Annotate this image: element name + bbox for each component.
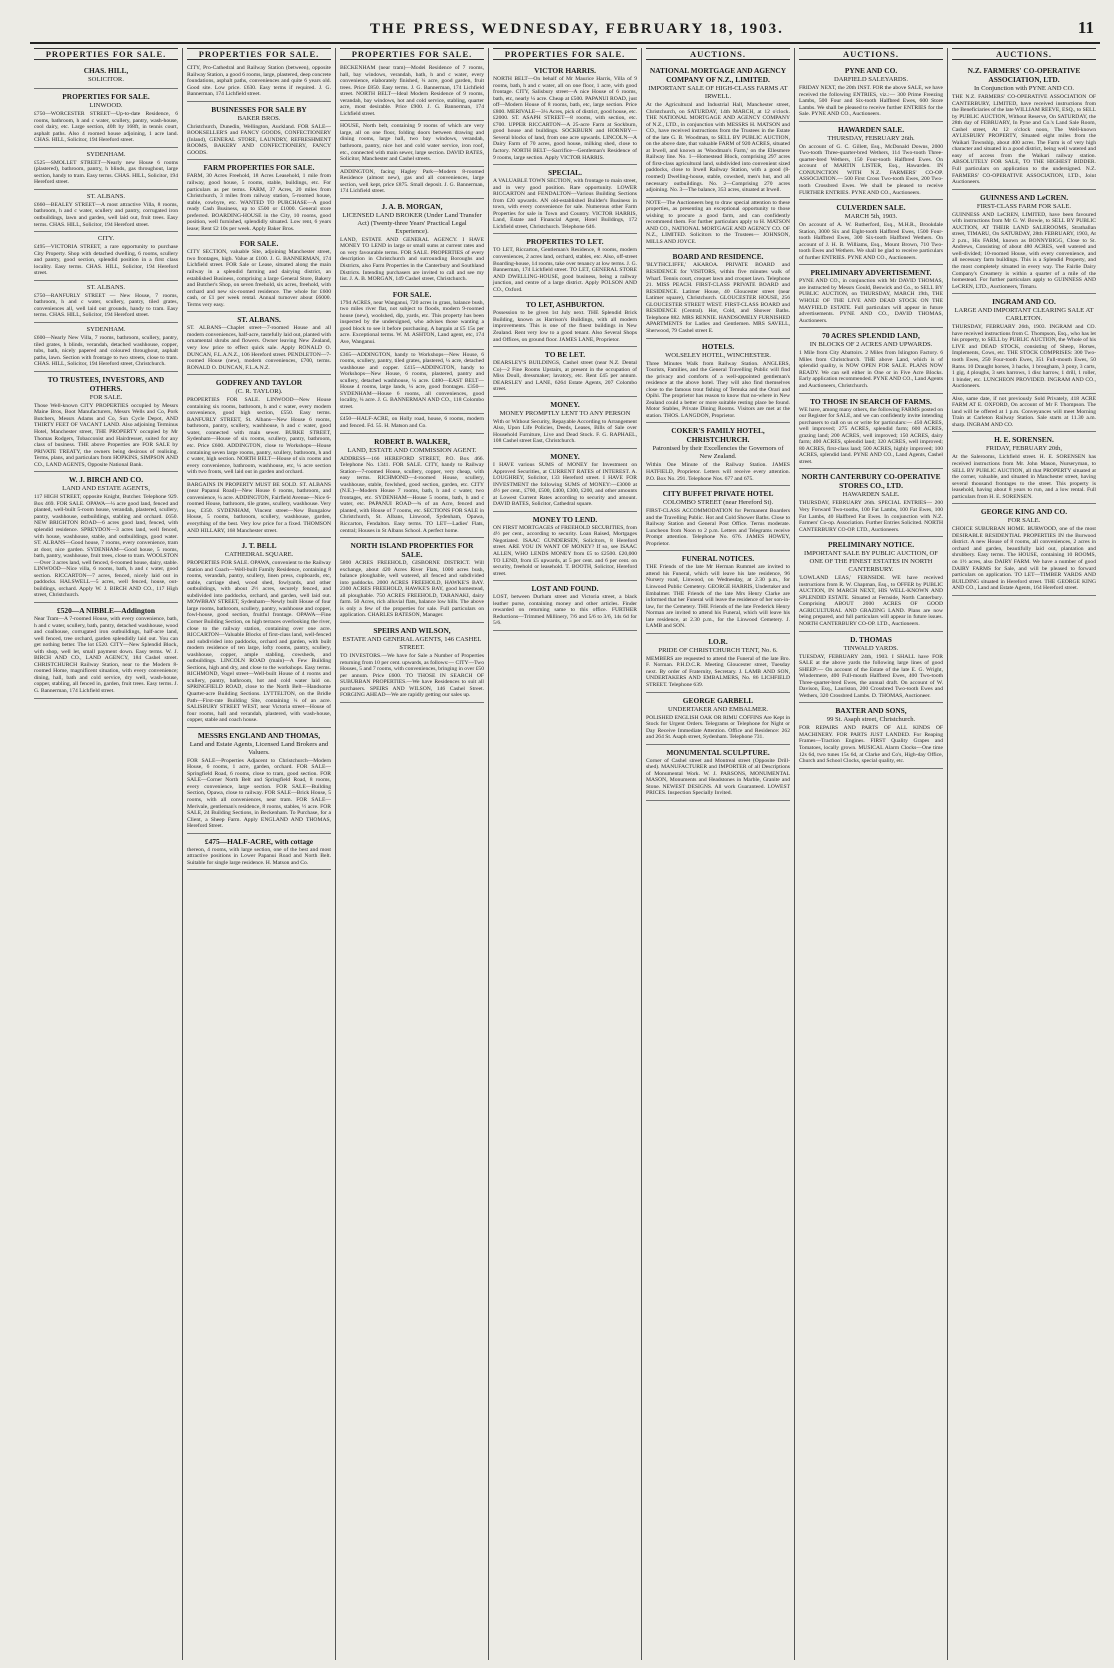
ad-subtitle: WOLSELEY HOTEL, WINCHESTER. (665, 351, 771, 359)
ad-body: NOTE—The Auctioneers beg to draw special attention to these properties, as presenting an exceptional opportunity to those wishing to procure a good farm, and can confidently recommend them. For further particulars apply to H. MATSON AND CO., NATIONAL MORTGAGE AND AGENCY CO. OF N.Z., LIMITED. Solicitors to the Trustees— JOHNSON, MILLS AND JOYCE. (646, 199, 790, 245)
advertisement (493, 397, 637, 449)
column-2 (183, 48, 336, 1660)
advertisement (493, 449, 637, 512)
ad-title: FOR SALE. (392, 289, 432, 299)
advertisement (187, 63, 331, 102)
ad-subtitle: SOLICITOR. (88, 76, 124, 83)
ad-body: LAND, ESTATE AND GENERAL AGENCY. I HAVE MONEY TO LEND in large or small sums at current rates and on very favourable terms. FOR SALE. PROPERTIES of every description in Christchurch and surrounding Boroughs and Districts, also Farm Properties in the Canterbury and Southland Districts. Intending purchasers are invited to call and see my list. J. A. B. MORGAN, 149 Cashel street, Christchurch. (340, 236, 484, 283)
ad-title: ST. ALBANS. (237, 315, 281, 325)
ad-body: Near Tram—A 7-roomed House, with every convenience, bath, h and c water, scullery, bath, pantry, detached washhouse, wood and coalhouse, corrugated iron outbuildings, half-acre land, well fenced, tree orchard, garden splendidly laid out. You can get nothing better. The lot £520. CITY—New Splendid Block, with shop, well let, small payment down. Easy terms. W. J. BIRCH AND CO., LAND AGENCY, 184 Cashel street. CHRISTCHURCH Railway Station, near to the Modern 8-roomed Home, magnificent situation, with every convenience; dining, hall, bath and cold service, dry well, wash-house, copper, stabling, all fenced in, garden, fruit trees. Easy terms. J. G. Bannerman, 174 Lichfield street. (34, 615, 178, 694)
ad-body: A VALUABLE TOWN SECTION, with frontage to main street, and in very good position. Rare opportunity. LOWER RICCARTON and FENDALTON—Various Building Sections from £20 upwards. AN old-established Builder's Business in town, with every convenience for sale. Numerous other Farm Properties for sale in Town and Country. VICTOR HARRIS, Land, Estate and Financial Agent, Hotel Buildings, 172 Lichfield street, Christchurch. Telephone 646. (493, 178, 637, 230)
advertisement (646, 693, 790, 745)
ad-body: At the Agricultural and Industrial Hall, Manchester street, Christchurch, on SATURDAY, 14th MARCH, at 12 o'clock. THE NATIONAL MORTGAGE AND AGENCY COMPANY of N.Z., LTD., in conjunction with MESSRS H. MATSON and CO., have received instructions from the Trustees in the Estate of the late G. B. Woodman, to SELL BY PUBLIC AUCTION, on the above date, that valuable FARM of 920 ACRES, situated at Irwell, and known as 'Woodman's Farm,' on the Ellesmere Railway line. No. 1—Homestead Block, comprising 297 acres of first-class agricultural land, subdivided into convenient sized paddocks, close to Irwell Railway Station, with a good (8-roomed) Dwelling-house, stable, cowshed, men's hut, and all necessary outbuildings. No. 2—Comprising 270 acres adjoining. No. 3—The balance, 353 acres, situated at Irwell. (646, 102, 790, 194)
ad-body: 5800 ACRES FREEHOLD, GISBORNE DISTRICT. Will exchange, about 420 Acres River Flats, 1000 acres bush, balance ploughable, well watered, all fenced and subdivided into paddocks. 2000 ACRES FREEHOLD, HAWKE'S BAY. 2300 ACRES FREEHOLD, HAWKE'S BAY, good homestead, all ploughable. 750 ACRES FREEHOLD, TARANAKI, dairy farm. 50 Acres, rich alluvial flats, balance low hills. The above is only a few of the properties for sale. Full particulars on application. CHARLES BATESON, Manager. (340, 560, 484, 619)
ad-body: ADDINGTON, facing Hagley Park—Modern 8-roomed Residence (almost new), gas and all conveniences, large section, well kept, price £875. Small deposit. J. G. Bannerman, 174 Lichfield street. (340, 168, 484, 195)
column-heading: AUCTIONS. (952, 48, 1096, 60)
ad-body: £525—SMOLLET STREET—Nearly new House 6 rooms (plastered), bathroom, pantry, h blinds, gas throughout, large section, handy to tram. Easy terms. CHAS. HILL, Solicitor, 194 Hereford street. (34, 159, 178, 186)
ad-title: NORTH ISLAND PROPERTIES FOR SALE. (350, 541, 474, 560)
advertisement (187, 375, 331, 480)
ad-subtitle: CATHEDRAL SQUARE. (224, 551, 294, 559)
advertisement (493, 63, 637, 165)
column-4 (489, 48, 642, 1660)
ad-subtitle: UNDERTAKER AND EMBALMER. (668, 705, 768, 713)
column-heading: AUCTIONS. (646, 48, 790, 60)
ad-title: CHAS. HILL, (83, 66, 129, 75)
advertisement (493, 165, 637, 234)
ad-body: On account of A. W. Rutherford, Esq., M.H.R., Brookdale Station, 3000 Six and Eight-tooth Halfbred Ewes, 1500 Four-tooth Halfbred Ewes, 300 Six-tooth Halfbred Wethers. On account of J. H. B. Williams, Esq., Mount Brown, 710 Two-tooth Ewes and Wethers. We shall be glad to receive particulars of further ENTRIES. PYNE AND CO., Auctioneers. (799, 222, 943, 261)
advertisement (952, 432, 1096, 504)
ad-body: 'BLYTHCLIFFE,' AKAROA. PRIVATE BOARD and RESIDENCE for VISITORS, within five minutes walk of Wharf. Tennis court, croquet lawn and croquet lawn. Telephone 21. MISS PEACH. FIRST-CLASS PRIVATE BOARD and RESIDENCE. Latimer House, 40 Gloucester street (near Latimer square), Christchurch. GLOUCESTER HOUSE, 256 GLOUCESTER STREET WEST. FIRST-CLASS BOARD and RESIDENCE (Central). Hot, Cold, and Shower Baths. Telephone 882. MRS RENNIE. HANDSOMELY FURNISHED APARTMENTS for Ladies and Gentlemen. MRS SAVELL, Sherwood, 79 Cashel street E. (646, 262, 790, 334)
ad-body: £450—HALF-ACRE, on Holly road, house, 6 rooms, modern and fenced. Fd. 55. H. Matson and Co. (340, 416, 484, 429)
ad-title: BUSINESSES FOR SALE BY (211, 104, 307, 114)
advertisement (340, 199, 484, 287)
ad-body: THURSDAY, FEBRUARY 26th, 1903. INGRAM and CO. have received instructions from C. Thompson, Esq., who has let his property, to SELL by PUBLIC AUCTION, the Whole of his LIVE and DEAD STOCK, consisting of Sheep, Horses, Implements, Cows, etc. THE STOCK COMPRISES: 300 Two-tooth Ewes, 250 Four-tooth Ewes, 351 Full-mouth Ewes, 50 Rams. 10 Draught horses, 3 hacks, 1 brougham, 3 pony, 3 carts, 1 gig, 4 ploughs, 3 sets harrows, 1 disc harrow, 1 drill, 1 roller, 1 binder, etc. LUNCHEON PROVIDED. INGRAM AND CO., Auctioneers. (952, 324, 1096, 390)
advertisement (952, 190, 1096, 295)
advertisement (34, 281, 178, 323)
newspaper-title: THE PRESS, WEDNESDAY, FEBRUARY 18, 1903. (370, 21, 784, 37)
advertisement (34, 603, 178, 699)
advertisement (340, 121, 484, 166)
ad-body: Three Minutes Walk from Railway Station. ANGLERS, Tourists, Families, and the General Travelling Public will find the privacy and comforts of a well-appointed gentleman's residence at the above hotel. They will also find themselves close to the famous trout fishing of Temuka and the Orari and Opihi. The proprietor has reason to know that no-where in New Zealand could a better or more suitable resting place be found. Motor Stables, Private Dining Rooms. Visitors are met at the station. THOS. LANGDON, Proprietor. (646, 360, 790, 419)
ad-subtitle: IMPORTANT SALE BY PUBLIC AUCTION, OF ONE OF THE FINEST ESTATES IN NORTH CANTERBURY. (804, 550, 938, 574)
column-3 (336, 48, 489, 1660)
ad-body: £660—BEALEY STREET—A most attractive Villa, 8 rooms, bathroom, h and c water, scullery and pantry, corrugated iron outbuildings, lawn and garden, well laid out, fruit trees. Easy terms. CHAS. HILL, Solicitor, 194 Hereford street. (34, 201, 178, 228)
ad-title: MONEY TO LEND. (532, 514, 598, 524)
ad-body: CITY SECTION, valuable Site, adjoining Manchester street, two frontages, high. Value at £100. J. G. BANNERMAN, 174 Lichfield street. FOR Sale or Lease, situated along the main railway in a splendid farming and dairying district, an established Business, comprising a large General Store, Bakery and Butcher's Shop, on seven freehold, six acres, freehold, with orchard and new six-roomed residence. The whole for £600 cash, or £1 per week rental. Annual turnover about £6000. Terms very easy. (187, 249, 331, 308)
column-1 (30, 48, 183, 1660)
ad-body: ON FIRST MORTGAGES of FREEHOLD SECURITIES, from 4½ per cent., according to security. Loan Raised, Mortgages Negotiated. ISAAC GUNDERSEN, Solicitors, 8 Hereford street. ARE YOU IN WANT OF MONEY? If so, see ISAAC ALLEN, WHO LENDS MONEY from £5 to £2500. £20,000 TO LEND, from £5 upwards, at 5 per cent. and 6 per cent. on security, freehold or leasehold. T. BOOTH, Solicitor, Hereford street. (493, 524, 637, 577)
ad-title: GEORGE GARBELL (682, 695, 754, 705)
advertisement (952, 504, 1096, 595)
advertisement (952, 63, 1096, 190)
ad-subtitle: (C. R. TAYLOR). (235, 388, 283, 396)
ad-body: WE have, among many others, the following FARMS posted on our Register for SALE, and we can confidently invite intending purchasers to call on us or write for particulars:— 450 ACRES, well improved; 275 ACRES, splendid farm; 600 ACRES, grazing land; 200 ACRES, well improved; 150 ACRES, dairy farm; 400 ACRES, splendid land; 320 ACRES, well improved; 80 ACRES, first-class land; 500 ACRES, highly improved; 100 ACRES, splendid land. PYNE AND CO., Land Agents, Cashel street. (799, 406, 943, 465)
ad-subtitle: TINWALD YARDS. (843, 644, 899, 652)
advertisement (340, 287, 484, 350)
ad-title: INGRAM AND CO. (992, 297, 1056, 307)
ad-body: ADDRESS—166 HEREFORD STREET, P.O. Box 466. Telephone No. 1341. FOR SALE. CITY, handy to Railway Station—7-roomed House, scullery, copper, very cheap, with easy terms. RICHMOND—4-roomed House, scullery, washhouse, stable, fowlshed, good section, garden, etc. CITY (N.E.)—Modern House 7 rooms, bath, h and c water, two frontages, etc. SYDENHAM—House 5 rooms, bath, h and c water, etc. PAPANUI ROAD—¾ of an Acre, fenced and planted, with House of 7 rooms, etc. SECTIONS FOR SALE in Christchurch, St. Albans, Linwood, Sydenham, Opawa, Riccarton, Fendalton. Easy terms. TO LET—Ladies' Flats, central; Houses in St Albans School. A perfect home. (340, 455, 484, 534)
ad-body: CITY, Pro-Cathedral and Railway Station (between), opposite Railway Station, a good 6 rooms, large, plastered, deep concrete foundations, asphalt paths, conveniences and quite 6 years old. Good site. Low price. £630. Easy terms if required. J. G. Bannerman, 174 Lichfield street. (187, 65, 331, 98)
ad-body: TUESDAY, FEBRUARY 24th, 1903. I SHALL have FOR SALE at the above yards the following large lines of good SHEEP:— On account of the Estate of the late E. G. Wright, Windermere, 400 Full-mouth Halfbred Ewes, 400 Two-tooth Three-quarter-bred Ewes, the annual draft. On account of W. Davison, Esq., Lauriston, 200 Crossbred Two-tooth Ewes and Wethers, 320 Crossbred Lambs. D. THOMAS, Auctioneer. (799, 653, 943, 699)
ad-title: ROBERT B. WALKER, (374, 436, 450, 446)
ad-body: £750—WORCESTER STREET—Up-to-date Residence, 6 rooms, bathroom, h and c water, scullery, pantry, wash-house, cool dairy, etc. Large section, 40ft by 168ft, in tennis court, asphalt paths. Also 4 roomed house adjoining, 1 acre land. CHAS. HILL, Solicitor, 194 Hereford street. (34, 111, 178, 144)
ad-subtitle: HAWARDEN SALE. (842, 491, 900, 499)
ad-title: MONEY. (550, 451, 580, 461)
ad-subtitle: BAKER BROS. (237, 114, 281, 122)
advertisement (340, 434, 484, 539)
ad-body: THE N.Z. FARMERS' CO-OPERATIVE ASSOCIATION OF CANTERBURY, LIMITED, have received instructions from the Beneficiaries of the late WILLIAM REEVE, ESQ., to SELL by PUBLIC AUCTION, Without Reserve, On SATURDAY, the 28th day of FEBRUARY, In Pyne and Co.'s Land Sale Room, Cashel street, At 12 o'clock noon, The Well-known AYLESBURY PROPERTY, Situated eight miles from the Waikari Township, about 400 acres. The Farm is of very high character and situated in a good district, being well watered and easy of access from the Waikari railway station. ABSOLUTELY FOR SALE, TO THE HIGHEST BIDDER. Full particulars on application to the undersigned. N.Z. FARMERS' CO-OPERATIVE ASSOCIATION, LTD., Joint Auctioneers. (952, 94, 1096, 186)
ad-subtitle: ESTATE AND GENERAL AGENTS, 146 CASHEL STREET. (342, 636, 482, 651)
page-number: 11 (1077, 18, 1094, 37)
ad-title: FOR SALE. (239, 239, 279, 249)
ad-title: £520—A NIBBLE—Addington (57, 605, 155, 615)
advertisement (493, 512, 637, 581)
ad-title: TO TRUSTEES, INVESTORS, AND OTHERS. (47, 374, 165, 393)
column-heading: PROPERTIES FOR SALE. (187, 48, 331, 60)
ad-title: N.Z. FARMERS' CO-OPERATIVE ASSOCIATION, LTD. (967, 66, 1081, 84)
ad-body: 1794 ACRES, near Wanganui, 720 acres in grass, balance bush, two miles river flat, not subject to floods, modern 9-roomed house (new), woolshed, dip, yards, etc. This property has been inspected by the undersigned, who advises those wanting a good block to see it before purchasing. A bargain at £5 15s per acre. Exceptional terms. W. M. ASHTON, Land agent, etc, 174 Ave, Wanganui. (340, 299, 484, 345)
ad-body: thereon, 4 rooms, with large section, one of the best and most attractive positions in Lower Papanui Road and North Belt. Suitable for single large residence. H. Matson and Co. (187, 846, 331, 866)
ad-title: MONUMENTAL SCULPTURE. (666, 747, 770, 757)
advertisement (646, 63, 790, 198)
advertisement (34, 232, 178, 281)
advertisement (340, 63, 484, 121)
advertisement (952, 294, 1096, 393)
ad-subtitle: DARFIELD SALEYARDS. (833, 76, 908, 83)
advertisement (799, 328, 943, 393)
ad-title: HAWARDEN SALE. (837, 124, 905, 134)
ad-body: Within One Minute of the Railway Station. JAMES HATFIELD, Proprietor. Letters will receive every attention. P.O. Box No. 291. Telephone Nos. 677 and 675. (646, 462, 790, 482)
ad-body: With or Without Security, Repayable According to Arrangement Also, Upon Life Policies, Deeds, Leases, Bills of Sale over Household Furniture, Live and Dead Stock. F. G. RAPHAEL, 108 Cashel street East, Christchurch. (493, 418, 637, 445)
columns-container (30, 48, 1100, 1660)
ad-body: GUINNESS AND LeCREN, LIMITED, have been favoured with instructions from Mr G. W. Bowie, to SELL BY PUBLIC AUCTION, AT THEIR LAND SALEROOMS, Strathallan street, TIMARU, On SATURDAY, 28th FEBRUARY, 1903, At 2 p.m., His FARM, known as BONNYBIGG, Close to St. Andrews, Consisting of about 480 ACRES, well watered and well-divided; 10-roomed House, with every convenience, and all necessary farm buildings. This is a Splendid Property, and the most completely situated in every way. The Fairlie Dairy Company's Creamery is within a quarter of a mile of the homestead. For further particulars apply to GUINNESS AND LeCREN, LTD., Auctioneers, Timaru. (952, 211, 1096, 290)
advertisement (799, 122, 943, 200)
ad-title: PROPERTIES FOR SALE. (62, 92, 150, 101)
advertisement (646, 198, 790, 250)
ad-title: MESSRS ENGLAND AND THOMAS, (197, 730, 321, 740)
ad-title: GEORGE KING AND CO. (980, 507, 1068, 517)
advertisement (34, 472, 178, 603)
ad-subtitle: MONEY PROMPTLY LENT TO ANY PERSON (499, 409, 631, 417)
ad-title: PROPERTIES TO LET. (526, 237, 604, 247)
ad-body: At the Salerooms, Lichfield street. H. E. SORENSEN has received instructions from Mr. John Mason, Nurseryman, to SELL BY PUBLIC AUCTION, all that PROPERTY situated at the corner, valuable, and situated in Manchester street, having several thousand frontages to the street. This property is leasehold, having about 8 years to run, and a low rental. Full particulars from H. E. SORENSEN. (952, 454, 1096, 500)
advertisement (187, 538, 331, 728)
ad-subtitle: SYDENHAM. (86, 326, 126, 334)
ad-body: 'LOWLAND LEAS,' FERNSIDE. WE have received instructions from R. W. Chapman, Esq., to OFFER by PUBLIC AUCTION, IN MARCH NEXT, HIS WELL-KNOWN AND SPLENDID ESTATE. Situated at Fernside, North Canterbury. Comprising ABOUT 2000 ACRES OF GOOD AGRICULTURAL AND GRAZING LAND. Plans are now being prepared, and full particulars will appear in future issues. NORTH CANTERBURY CO-OP. LTD., Auctioneers. (799, 575, 943, 627)
ad-body: LOST, between Durham street and Victoria street, a black leather purse, containing money and other articles. Finder rewarded on returning same to this office. FURTHER Reductions—Trimmed Millinery, 7/6 and 5/6 to 3/6, 14s 6d for 5/6. (493, 594, 637, 627)
column-6 (795, 48, 948, 1660)
ad-title: LOST AND FOUND. (531, 584, 599, 594)
column-heading: PROPERTIES FOR SALE. (493, 48, 637, 60)
advertisement (646, 551, 790, 633)
ad-title: PRELIMINARY ADVERTISEMENT. (810, 268, 932, 278)
advertisement (187, 480, 331, 538)
advertisement (187, 312, 331, 375)
ad-body: £365—ADDINGTON, handy to Workshops—New House, 6 rooms, scullery, pantry, tiled grates, plastered, ¼ acre, detached washhouse and copper. £415—ADDINGTON, handy to Workshops—New House, 6 rooms, plastered, pantry and scullery, detached washhouse, ¼ acre. £480—EAST BELT—House 4 rooms, large lands, ¼ acre, good frontages. £350—SYDENHAM—House 6 rooms, all conveniences, good locality, ¼ acre. J. G. BANNERMAN AND CO., 118 Colombo street. (340, 351, 484, 410)
ad-body: TO LET, Riccarton, Gentleman's Residence, 8 rooms, modern conveniences, 2 acres land, orchard, stables, etc. Also, off-street Boarding-house, 14 rooms, take over tenancy at low terms. J. G. Bannerman, 174 Lichfield street. TO LET, GENERAL STORE AND DWELLING-HOUSE, good business, being a railway junction, and centre of a large district. Apply POLSON AND CO., Oxford. (493, 247, 638, 293)
ad-body: £750—RANFURLY STREET — New House, 7 rooms, bathroom, h and c water, scullery, pantry, tiled grates, conveniences all, well laid out grounds, handy to tram. Easy terms. CHAS. HILL, Solicitor, 194 Hereford street. (34, 292, 178, 319)
advertisement (340, 167, 484, 199)
ad-subtitle: LINWOOD. (89, 102, 123, 109)
advertisement (646, 634, 790, 693)
ad-title: CULVERDEN SALE. (836, 203, 906, 213)
advertisement (34, 63, 178, 89)
ad-subtitle: MARCH 5th, 1903. (844, 213, 898, 221)
ad-subtitle: IN BLOCKS OF 2 ACRES AND UPWARDS. (809, 341, 933, 349)
ad-title: SPEIRS AND WILSON, (373, 626, 451, 635)
ad-body: FOR REPAIRS AND PARTS OF ALL KINDS OF MACHINERY. FOR PARTS JUST LANDED. For Reaping Frames—Traction Engines. FIRST Quality Grapes and Tomatoes, locally grown. MUSICAL Alarm Clocks—One time 12s 6d, two tunes 15s 6d, at Clarke and Co's, High-day Office, Church and School Clocks, special quality, etc. (799, 725, 943, 765)
ad-body: 1 Mile from City Abattoirs. 2 Miles from Islington Factory. 6 Miles from Christchurch. THE above Land, which is of splendid quality, is NOW OPEN FOR SALE. PLANS NOW READY. We can sell either in One or in Five Acre Blocks. Early application recommended. PYNE AND CO., Land Agents and Auctioneers, Christchurch. (799, 350, 943, 389)
advertisement (34, 323, 178, 372)
ad-title: BAXTER AND SONS, (835, 706, 907, 716)
ad-body: BECKENHAM (near tram)—Model Residence of 7 rooms, hall, bay windows, verandah, bath, h and c water, every convenience, elaborately finished, ¼ acre, good garden, fruit trees. Price £850. Easy terms. J. G. Bannerman, 174 Lichfield street. NORTH BELT—Ideal Modern Residence of 9 rooms, verandah, bay windows, hot and cold service, stabling, quarter acre, most desirable. Price £900. J. G. Bannerman, 174 Lichfield street. (340, 65, 484, 117)
ad-body: TO INVESTORS.—We have for Sale a Number of Properties returning from 10 per cent. upwards, as follows:— CITY—Two Houses, 5 and 7 rooms, with conveniences, bringing in over £50 per annum. Price £600. TO THOSE IN SEARCH OF SUBURBAN PROPERTIES.—We have Residences to suit all purchasers. SPEIRS AND WILSON, 146 Cashel Street. FORGING AHEAD—We are rapidly getting our sales up. (340, 653, 485, 699)
ad-title: SPECIAL. (548, 168, 582, 178)
ad-subtitle: LICENSED LAND BROKER (Under Land Transfer Act) (Twenty-three Years' Practical Legal Experience). (342, 211, 482, 235)
ad-subtitle: Patronised by their Excellencies the Governors of New Zealand. (652, 445, 784, 461)
advertisement (799, 265, 943, 328)
advertisement (187, 728, 331, 834)
advertisement (340, 350, 484, 415)
ad-subtitle: LAND AND ESTATE AGENTS, (62, 485, 150, 493)
advertisement (799, 394, 943, 470)
ad-body: PROPERTIES FOR SALE. OPAWA, convenient to the Railway Station and Coach—Well-built Family Residence, containing 8 rooms, verandah, pantry, scullery, linen press, cupboards, etc, stable, carriage shed, wood shed, fowlyards, and other outbuildings, with about 2½ acres, securely fenced, and subdivided into paddocks, orchard, and garden, well laid out. MOWBRAY STREET, Sydenham—Newly built House of four large rooms, bathroom, scullery, pantry, washhouse and copper, fowl-house, good section, fruitful frontage. OPAWA—Fine Corner Building Section, on high terraces overlooking the river, close to the railway station, containing over one acre. RICCARTON—Valuable Blocks of first-class land, well-fenced and subdivided into paddocks, orchard and garden, with built modern residence of ten large, lofty rooms, pantry, scullery, washhouse, copper, ample stabling, cowsheds, and outbuildings. LINCOLN ROAD (main)—A Few Building Sections, high and dry, and close to the workshops. Easy terms. RICHMOND, Vogel street—Well-built House of 4 rooms and scullery, pantry, bathroom, hot and cold water laid on. SPRINGFIELD ROAD, close to the North Belt—Handsome Quarter-acre Building Sections. LYTTELTON, on the Bridle Path—First-rate Building Site, containing ¼ of an acre. SALISBURY STREET WEST, near Victoria street—House of four rooms, hall and verandah, plastered, with wash-house, copper, stable and coach house. (187, 560, 331, 724)
ad-body: Corner of Cashel street and Montreal street (Opposite Drill-shed). MANUFACTURER and IMPORTER of all Descriptions of Monumental Work. W. J. PARSONS, MONUMENTAL MASON, Monuments and Headstones in Marble, Granite and Stone. NEWEST DESIGNS. All work Guaranteed. LOWEST PRICES. Inspection Specially Invited. (646, 757, 790, 797)
ad-subtitle: PRIDE OF CHRISTCHURCH TENT, No. 6. (658, 646, 778, 654)
ad-body: FOR SALE—Properties Adjacent to Christchurch—Modern House, 6 rooms, 1 acre, garden, orchard. FOR SALE—Springfield Road, 6 rooms, close to tram, good section. FOR SALE—Corner North Belt and Springfield Road, 8 rooms, every convenience, large section. FOR SALE—Building Section, Opawa, close to railway. FOR SALE—Brick House, 5 rooms, with all conveniences, near tram. FOR SALE—Merivale, gentleman's residence, 8 rooms, stables, ½ acre. FOR SALE, 24 Building Sections, in Beckenham. To Purchase, for a Client, a Sheep Farm. Apply ENGLAND AND THOMAS, Hereford Street. (187, 757, 331, 830)
advertisement (799, 632, 943, 704)
ad-subtitle: LAND, ESTATE AND COMMISSION AGENT. (347, 446, 477, 454)
ad-title: COKER'S FAMILY HOTEL, CHRISTCHURCH. (671, 426, 765, 445)
advertisement (493, 347, 637, 397)
column-heading: PROPERTIES FOR SALE. (34, 48, 178, 60)
ad-body: Christchurch, Dunedin, Wellington, Auckland. FOR SALE— BOOKSELLER'S and FANCY GOODS, CONFECTIONERY (Inland), GENERAL STORE, LAUNDRY, REFRESHMENT ROOMS, BAKERY AND CONFECTIONERY, FANCY GOODS. (187, 123, 331, 156)
advertisement (799, 469, 943, 537)
ad-title: HOTELS. (701, 341, 735, 351)
ad-subtitle: FRIDAY, FEBRUARY 20th, (986, 445, 1062, 453)
ad-subtitle: ST. ALBANS. (86, 192, 126, 200)
ad-title: J. A. B. MORGAN, (381, 201, 443, 211)
column-heading: AUCTIONS. (799, 48, 943, 60)
ad-body: £495—VICTORIA STREET, a rare opportunity to purchase City Property. Shop with detached dwelling, 6 rooms, scullery and pantry, good section, splendid position in a first class locality. Easy terms. CHAS. HILL, Solicitor, 194 Hereford street. (34, 244, 178, 277)
ad-subtitle: COLOMBO STREET (near Hereford St). (662, 499, 774, 507)
advertisement (646, 745, 790, 801)
ad-body: FIRST-CLASS ACCOMMODATION for Permanent Boarders and the Travelling Public. Hot and Cold Shower Baths. Close to Railway Station and General Post Office. Terms moderate. Luncheon from Noon to 2 p.m. Letters and Telegrams receive Prompt attention. Telephone No. 676. JAMES HOWEY, Proprietor. (646, 508, 790, 547)
advertisement (340, 538, 484, 623)
ad-body: PROPERTIES FOR SALE. LINWOOD—New House containing six rooms, bathroom, h and c water, every modern convenience, good high section, £550. Easy terms. RANFURLY STREET, St. Albans—New House 6 rooms, bathroom, pantry, scullery, washhouse, h and c water, good water, connected with main sewer. BURKE STREET, Sydenham—House of six rooms, scullery, pantry, bathroom, etc. Price £600. ADDINGTON, close to Workshops—House containing seven large rooms, pantry, scullery, bathroom, h and c water, high section. NORTH BELT—House of six rooms and every convenience, bathroom, washhouse, etc, ¼ acre section with two fronts, well laid out in garden and orchard. (187, 397, 331, 476)
ad-body: Also, same date, if not previously Sold Privately, 418 ACRE FARM AT E. OXFORD, On account of Mr F. Thompson. The land will be offered at 1 p.m. Conveyances will meet Morning Train at Carleton Railway Station. Sale starts at 11.30 a.m. sharp. INGRAM AND CO. (952, 395, 1096, 428)
ad-subtitle: 99 St. Asaph street, Christchurch. (826, 716, 916, 724)
advertisement (799, 537, 943, 631)
ad-body: THE Friends of the late Mr Herman Rummel are invited to attend his Funeral, which will leave his late residence, 96 Nursery road, Linwood, on Wednesday, at 2.30 p.m., for Linwood Public Cemetery. GEORGE HARRIS, Undertaker and Embalmer. THE Friends of the late Mrs Henry Clarke are informed that her Funeral will leave the residence of her son-in-law, for the Cemetery. THE Friends of the late Frederick Henry Norman are invited to attend his Funeral, which will leave his late residence, at 2.30 p.m., for the Linwood Cemetery. J. LAMB and SON. (646, 564, 790, 630)
ad-body: HOUSE, North belt, containing 9 rooms of which are very large, all on one floor, folding doors between drawing and dining rooms, large hall, two bay windows, verandah, bathroom, pantry, nice hot and cold water service, iron roof, etc., connected with main sewer, large section. DAVID BATES, Solicitor, Manchester and Cashel streets. (340, 123, 484, 163)
ad-title: GODFREY AND TAYLOR (215, 378, 303, 388)
ad-title: 70 ACRES SPLENDID LAND, (822, 331, 920, 341)
ad-title: GUINNESS AND LeCREN. (979, 192, 1069, 202)
ad-title: H. E. SORENSEN. (994, 435, 1054, 445)
advertisement (799, 63, 943, 122)
ad-title: CITY BUFFET PRIVATE HOTEL (662, 489, 774, 499)
advertisement (646, 486, 790, 551)
ad-body: Those Well-known CITY PROPERTIES occupied by Messrs Maine Bros, Boot Manufacturers, Messrs Wells and Co, Pork Butchers, Messrs Adams and Co, Sun Cycle Depot, AND THIRTY FEET OF VACANT LAND. Also adjoining Terminus Hotel, Manchester street, THE PROPERTY occupied by Mr Thomas Rodgers, Tobacconist and Hairdresser, suited for any class of business. THE above Properties are FOR SALE by PRIVATE TREATY, the owners being desirous of realising. Terms, plans, and particulars from HOPKINS, SIMPSON AND CO., LAND AGENTS, Opposite National Bank. (34, 402, 178, 468)
advertisement (340, 414, 484, 433)
ad-subtitle: SYDENHAM. (86, 150, 126, 158)
ad-body: 117 HIGH STREET, opposite Knight, Butcher. Telephone 929. Box 469. FOR SALE. OPAWA—¼ acre good land, fenced and planted, well-built 5-room house, verandah, plastered, scullery, pantry, washhouse, outbuildings, stabling and orchard. £650. NEW BRIGHTON ROAD—6 acres good land, fenced, with splendid residence. SPREYDON—3 acres land, well fenced, with house, washhouse, stable, and outbuildings, good water. ST. ALBANS—Good house, 7 rooms, every convenience, tram at door, nice garden. SYDENHAM—Good house, 5 rooms, bath, pantry, washhouse, fruit trees, close to tram. WOOLSTON—Over 3 acres land, well fenced, 6-roomed house, dairy, stable. LINWOOD—Nice villa, 6 rooms, bath, h and c water, good section. RICCARTON—7 acres, fenced, nicely laid out in paddocks. HALSWELL—5 acres, well fenced, house, out-buildings, orchard. Apply W. J. BIRCH AND CO., 117 High street, Christchurch. (34, 494, 178, 599)
ad-title: £475—HALF-ACRE, with cottage (204, 836, 314, 846)
column-5 (642, 48, 795, 1660)
ad-title: I.O.R. (708, 636, 728, 646)
ad-subtitle: THURSDAY, FEBRUARY 26th. (827, 134, 915, 142)
ad-title: J. T. BELL (241, 541, 277, 551)
ad-subtitle: In Conjunction with PYNE AND CO. (973, 85, 1074, 92)
ad-title: W. J. BIRCH AND CO. (68, 475, 144, 485)
ad-title: PRELIMINARY NOTICE. (827, 540, 915, 550)
ad-title: BOARD AND RESIDENCE. (672, 252, 764, 262)
ad-subtitle: IMPORTANT SALE OF HIGH-CLASS FARMS AT IRWELL. (648, 85, 788, 100)
advertisement (646, 423, 790, 486)
ad-body: MEMBERS are requested to attend the Funeral of the late Bro. F. Norman. P.H.D.C.R. Meeting Gloucester street, Tuesday next. By order of Fraternity, Secretary. J. LAMB AND SON, UNDERTAKERS AND EMBALMERS, No. 86 LICHFIELD STREET. Telephone 639. (646, 655, 790, 688)
ad-subtitle: CITY. (97, 235, 115, 243)
ad-subtitle: Land and Estate Agents, Licensed Land Brokers and Valuers. (189, 740, 329, 756)
ad-body: PYNE AND CO., in conjunction with Mr DAVID THOMAS, are instructed by Messrs Gould, Beswick and Co., to SELL BY PUBLIC AUCTION, on THURSDAY, MARCH 19th, THE WHOLE OF THE LIVE AND DEAD STOCK ON THE MAYFIELD ESTATE. Full particulars will appear in future advertisements. PYNE AND CO., DAVID THOMAS, Auctioneers. (799, 278, 943, 324)
ad-body: NORTH BELT—On behalf of Mr Maurice Harris, Villa of 9 rooms, bath, h and c water, all on one floor, 1 acre, with good frontage. CITY, Salisbury street—A nice House of 6 rooms, bath, etc, nearly ¼ acre. Cheap at £500. PAPANUI ROAD, just off—Modern House of 8 rooms, bath, etc, large section. Price £800. MERIVALE—3¼ Acres, pick of district, good house, etc. £2000. ST. ASAPH STREET—8 rooms, with section, etc. £700. UPPER RICCARTON—A 25-acre Farm at Sockburn, good house and buildings. SOCKBURN and HORNBY—Several blocks of land, from one acre upwards. LINCOLN—A Dairy Farm of 70 acres, good house, milking shed, close to factory. NORTH BELT—Sacrifice—Gentleman's Residence of 9 rooms, large section. Apply VICTOR HARRIS. (493, 76, 637, 161)
ad-body: BARGAINS IN PROPERTY MUST BE SOLD. ST. ALBANS (near Papanui Road)—New House 6 rooms, bathroom, and convenience, ¼ acre. ADDINGTON, Fairfield Avenue—Nice 6-roomed House, bathroom, tile grates, scullery, washhouse. Very low, £350. SYDENHAM, Vincent street—New Bungalow House, 5 rooms, bathroom, scullery, washhouse, garden, everything of the best. Very low price for a fixed. THOMSON AND HILLARY, 168 Manchester street. (187, 481, 331, 534)
ad-title: VICTOR HARRIS. (534, 66, 596, 75)
advertisement (34, 148, 178, 190)
ad-body: THURSDAY, FEBRUARY 26th. SPECIAL ENTRIES— 200 Very Forward Two-tooths, 100 Fat Lambs, 100 Fat Ewes, 100 Fat Lambs, 40 Halfbred Fat Ewes. In conjunction with N.Z. Farmers' Co-op. Association. Further Entries Solicited. NORTH CANTERBURY CO-OP. LTD., Auctioneers. (799, 500, 943, 533)
advertisement (493, 234, 637, 297)
ad-body: On account of G. C. Gillett, Esq., McDonald Downs, 2000 Two-tooth Three-quarter-bred Wethers, 114 Two-tooth Three-quarter-bred Wethers, 150 Four-tooth Halfbred Ewes. On account of MARTIN LISTER, Esq., Hawarden. IN CONJUNCTION WITH N.Z. FARMERS' CO-OP. ASSOCIATION.— 500 First Cross Two-tooth Ewes, 200 Two-tooth Crossbred Ewes. We shall be pleased to receive FURTHER ENTRIES. PYNE AND CO., Auctioneers. (799, 143, 943, 196)
advertisement (646, 339, 790, 424)
advertisement (34, 190, 178, 232)
ad-body: CHOICE SUBURBAN HOME. BURWOOD, one of the most DESIRABLE RESIDENTIAL PROPERTIES IN the Burwood district. A new House of 8 rooms, all conveniences, 2 acres in orchard and garden, beautifully laid out, plantation and shrubbery. Easy terms. The HOUSE, containing 10 ROOMS, on 1½ acres, also DAIRY FARM. We have a number of good DAIRY FARMS for Sale, and will be pleased to forward particulars on application. TO LET—TIMBER YARDS AND BUILDING situated in Hereford street. THE GEORGE KING AND CO., Land and Estate Agents, 164 Hereford street. (952, 526, 1096, 592)
ad-body: FRIDAY NEXT, the 20th INST. FOR the above SALE, we have received the following ENTRIES, viz.:— 300 Prime Freezing Lambs, 500 Four and Six-tooth Halfbred Ewes, 600 Store Lambs. We shall be pleased to receive further ENTRIES for the Sale. PYNE AND CO., Auctioneers. (799, 85, 943, 118)
ad-subtitle: FIRST-CLASS FARM FOR SALE. (976, 202, 1072, 210)
advertisement (493, 297, 637, 347)
advertisement (187, 236, 331, 312)
advertisement (340, 623, 484, 703)
ad-title: TO BE LET. (544, 350, 586, 360)
ad-title: MONEY. (550, 399, 580, 409)
masthead (30, 18, 1100, 44)
ad-title: NATIONAL MORTGAGE AND AGENCY COMPANY OF N.Z., LIMITED. (649, 66, 787, 84)
advertisement (34, 89, 178, 148)
advertisement (34, 372, 178, 472)
advertisement (187, 834, 331, 871)
advertisement (187, 102, 331, 161)
ad-title: TO LET, ASHBURTON. (525, 300, 605, 310)
ad-body: Possession to be given 1st July next. THE Splendid Brick Building, known as Harrison's Buildings, with all modern improvements. This is one of the finest buildings in New Zealand. Rent very low to a good tenant. Also Several Shops and Offices, on ground floor. JAMES LANE, Proprietor. (493, 310, 637, 343)
advertisement (952, 394, 1096, 433)
ad-body: DEARSLEY'S BUILDINGS, Cashel street (near N.Z. Dental Co)—2 Fine Rooms Upstairs, at present in the occupation of Miss Doull, dressmaker; lavatory, etc. Rent £45 per annum. DEARSLEY and LANE, 6264 Estate Agents, 207 Colombo street. (493, 360, 637, 393)
ad-subtitle: LARGE AND IMPORTANT CLEARING SALE AT CARLETON. (954, 307, 1094, 323)
advertisement (493, 581, 637, 631)
ad-subtitle: ST. ALBANS. (86, 283, 126, 291)
ad-title: FARM PROPERTIES FOR SALE. (203, 163, 315, 173)
advertisement (187, 160, 331, 236)
ad-body: I HAVE various SUMS of MONEY for Investment on Approved Securities, at CURRENT RATES of INTEREST. A. LOUGHREY, Solicitor, 133 Hereford street. I HAVE FOR INVESTMENT the following SUMS of MONEY:—£3000 at 4½ per cent., £700, £500, £400, £300, £200, and other amounts at Lowest Current Rates according to security and amount. DAVID BATES, Solicitor, Cathedral square. (493, 461, 637, 508)
ad-body: ST. ALBANS—Chaplet street—7-roomed House and all modern conveniences, half-acre, tastefully laid out, planted with ornamental shrubs and flowers. Owner leaving New Zealand, very low price to effect quick sale. Apply RONALD O. DUNCAN, F.L.A.N.Z., 106 Hereford street. PENDLETON—7-roomed House (new), modern conveniences, £700, terms. RONALD O. DUNCAN, F.L.A.N.Z. (187, 325, 331, 371)
advertisement (646, 249, 790, 338)
ad-title: FUNERAL NOTICES. (681, 554, 755, 564)
ad-subtitle: FOR SALE. (1007, 517, 1041, 525)
ad-title: PYNE AND CO. (844, 66, 898, 75)
advertisement (799, 703, 943, 768)
ad-body: £600—Nearly New Villa, 7 rooms, bathroom, scullery, pantry, tiled grates, h blinds, verandah, detached washhouse, copper, tubs, bath, nicely papered and coloured throughout, asphalt paths, lawn. Section with frontage to two streets, close to tram. CHAS. HILL, Solicitor, 194 Hereford street, Christchurch. (34, 335, 178, 368)
advertisement (799, 200, 943, 265)
column-7 (948, 48, 1100, 1660)
ad-body: POLISHED ENGLISH OAK OR RIMU COFFINS Are Kept in Stock for Urgent Orders. Telegrams or Telephone for Night or Day Receive Immediate Attention. Office and Residence: 262 and 264 St. Asaph street, Sydenham. Telephone 731. (646, 714, 790, 741)
ad-subtitle: FOR SALE. (89, 393, 123, 401)
ad-title: D. THOMAS (850, 634, 892, 644)
ad-title: NORTH CANTERBURY CO-OPERATIVE STORES CO., LTD. (801, 472, 941, 491)
ad-title: TO THOSE IN SEARCH OF FARMS. (810, 396, 932, 406)
column-heading: PROPERTIES FOR SALE. (340, 48, 484, 60)
ad-body: FARM, 30 Acres Freehold, 18 Acres Leasehold, 1 mile from railway, good house, 5 rooms, stable, buildings, etc. For particulars as per terms. FARM, 37 Acres, 20 miles from Christchurch, 3 miles from railway station, 5-roomed house, stable, cowbyre, etc. WANTED TO PURCHASE—A good ready Cash Business, up to £500 or £1000. General store preferred. BOARDING-HOUSE in the City, 10 rooms, good position, well furnished, splendidly situated. Low rent, 6 years lease; Rent £2 10s per week. Apply Baker Bros. (187, 173, 331, 232)
